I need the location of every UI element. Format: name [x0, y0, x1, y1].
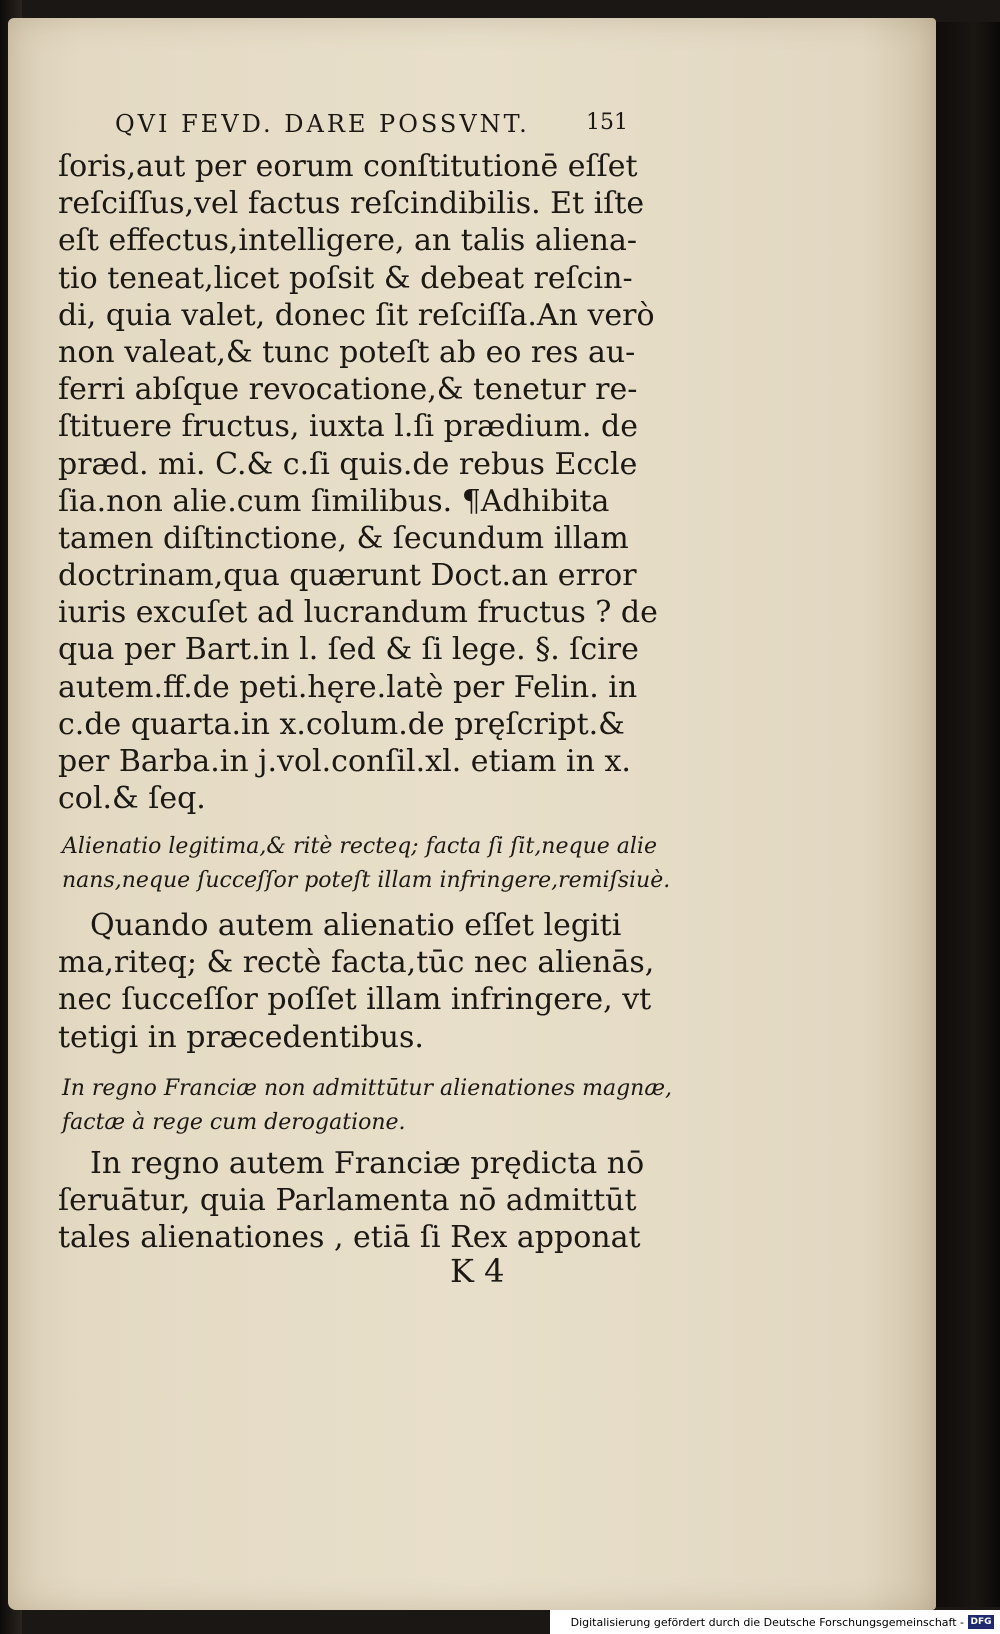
text-line: per Barba.in j.vol.conſil.xl. etiam in x.	[58, 744, 631, 779]
text-line: ma,riteq; & rectè facta,tūc nec alienās,	[58, 945, 655, 981]
text-line: ſia.non alie.cum ſimilibus. ¶Adhibita	[58, 483, 610, 519]
text-line: tales alienationes , etiā ſi Rex apponat	[58, 1220, 641, 1256]
main-text-2	[58, 907, 655, 1056]
text-line: eſt effectus,intelligere, an talis aliena-	[58, 223, 637, 259]
marginal-gloss-1	[62, 830, 671, 898]
text-line: nans,neque ſucceſſor poteſt illam infringere,remiſsiuè.	[62, 868, 671, 893]
marginal-gloss-2	[62, 1072, 673, 1140]
text-line: di, quia valet, donec ſit reſciſſa.An verò	[58, 297, 655, 333]
text-line: iuris excuſet ad lucrandum fructus ? de	[58, 595, 658, 631]
main-text-3	[58, 1145, 645, 1257]
text-line: factæ à rege cum derogatione.	[62, 1110, 406, 1135]
running-title: QVI FEVD. DARE POSSVNT.	[115, 110, 530, 138]
text-line: doctrinam,qua quærunt Doct.an error	[58, 558, 637, 594]
text-line: Quando autem alienatio eſſet legiti	[90, 908, 622, 943]
text-line: In regno autem Franciæ prędicta nō	[90, 1146, 645, 1181]
footer-credit: Digitalisierung gefördert durch die Deutsche Forschungsgemeinschaft -	[570, 1615, 964, 1629]
paragraph-3	[58, 1145, 645, 1257]
text-line: c.de quarta.in x.colum.de pręſcript.&	[58, 706, 625, 742]
signature-mark: K 4	[450, 1252, 505, 1290]
text-line: præd. mi. C.& c.ſi quis.de rebus Eccle	[58, 446, 638, 482]
text-line: Alienatio legitima,& ritè recteq; facta ſi ſit,neque alie	[62, 834, 657, 859]
folio-number: 151	[586, 110, 628, 135]
text-line: ſtituere fructus, iuxta l.ſi prædium. de	[58, 409, 638, 445]
text-line: tamen diſtinctione, & ſecundum illam	[58, 520, 629, 556]
text-line: col.& ſeq.	[58, 781, 206, 817]
text-line: autem.ff.de peti.hęre.latè per Felin. in	[58, 669, 638, 705]
text-line: nec ſucceſſor poſſet illam infringere, vt	[58, 982, 652, 1018]
text-line: tetigi in præcedentibus.	[58, 1019, 424, 1055]
main-text	[58, 148, 658, 817]
text-line: tio teneat,licet poſsit & debeat reſcin-	[58, 260, 633, 296]
text-line: qua per Bart.in l. ſed & ſi lege. §. ſcire	[58, 632, 639, 668]
text-line: ſeruātur, quia Parlamenta nō admittūt	[58, 1183, 637, 1219]
text-line: ſoris,aut per eorum conſtitutionē eſſet	[58, 149, 638, 184]
text-line: ferri abſque revocatione,& tenetur re-	[58, 372, 638, 408]
dfg-logo: DFG	[968, 1615, 994, 1629]
text-line: In regno Franciæ non admittūtur alienationes magnæ,	[62, 1076, 673, 1101]
digitization-footer	[550, 1610, 1000, 1634]
paragraph-2	[58, 907, 655, 1056]
text-line: reſciſſus,vel factus reſcindibilis. Et iſte	[58, 186, 645, 222]
text-line: non valeat,& tunc poteſt ab eo res au-	[58, 334, 636, 370]
paragraph-1	[58, 148, 658, 817]
